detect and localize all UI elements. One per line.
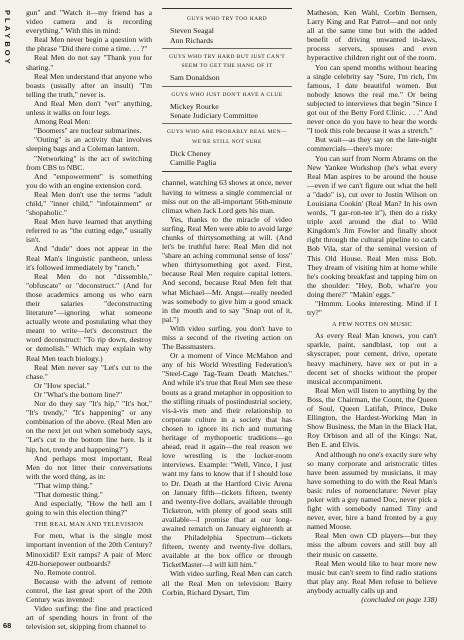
- box-category-heading: GUYS WHO JUST DON'T HAVE A CLUE: [171, 91, 283, 98]
- column-1-after-paragraphs: [26, 531, 152, 631]
- paragraph: Real Men would like to hear more new music but can't seem to find radio stations that play any. Real Men refuse to believe anybody actually calls up and: [307, 558, 437, 595]
- paragraph: But wait—as they say on the late-night commercials—there's more:: [307, 135, 437, 154]
- paragraph: Among Real Men:: [34, 117, 91, 127]
- paragraph: Real Men do not say "Thank you for sharing.": [26, 53, 152, 72]
- paragraph: channel, watching 63 shows at once, never having to witness a single commercial or miss out on the all-important 56th-minute climax when Jack Lord gets his man.: [162, 178, 292, 215]
- paragraph: "Hmmm. Looks interesting. Mind if I try?": [307, 299, 437, 318]
- paragraph: Or a moment of Vince McMahon and any of his World Wrestling Federation's "Steel-Cage Tag-Team Death Matches." And while it's true that Real Men see these bouts as a grand metaphor in opposition to the stifling rituals of postindustrial society, vis-à-vis men and their relationship to corporate culture in a society that has chosen to ignore its rich and nurturing heritage of mythopoetic traditions—go ahead, read it again—the real reason we love wrestling is the locker-room interviews. Example: "Well, Vince, I just want my fans to know that if I should lose to Dr. Death at the Hartford Civic Arena on January fifth—tickets fifteen, twenty and twenty-five dollars, available through Ticketron, with plenty of good seats still available—I promise that at our long-awaited rematch on January eighteenth at the Philadelphia Spectrum—tickets fifteen, twenty and twenty-five dollars, available at the box office or through TicketMaster—I will kill him.": [162, 351, 293, 570]
- paragraph: Because with the advent of remote control, the last great sport of the 20th Century was invented:: [26, 576, 152, 604]
- paragraph: Nor do they say "It's hip," "It's hot," "It's trendy," "It's happening" or any combination of the above. (Real Men are on the next jet out when somebody says, "Let's cut to the bottom line here. Is it hip, hot, trendy and happening?"): [26, 399, 152, 454]
- paragraph: And "dude" does not appear in the Real Man's linguistic pantheon, unless it's followed immediately by "ranch.": [26, 244, 152, 272]
- paragraph: Real Men never begin a question with the phrase "Did there come a time. . . ?": [26, 35, 152, 54]
- paragraph: No. Remote control.: [34, 567, 97, 577]
- paragraph: And although no one's exactly sure why so many corporate and aristocratic titles have been assumed by musicians, it may have something to do with the Real Man's basic rules of nomenclature: Never play poker with a guy named Doc, never pick a fight with somebody named Tiny and never, ever, hire a band fronted by a guy named Moose.: [307, 449, 437, 532]
- article-column-3: [307, 8, 437, 604]
- box-category-heading: GUYS WHO TRY TOO HARD: [186, 16, 268, 22]
- box-person-name: Steven Seagal: [170, 26, 214, 36]
- article-column-2: [162, 8, 292, 597]
- box-person-name: Mickey Rourke: [170, 101, 219, 111]
- paragraph: And Real Men don't "vet" anything, unless it walks on four legs.: [26, 98, 152, 118]
- paragraph: Real Men will listen to anything by the Boss, the Chairman, the Count, the Queen of Soul, Queen Latifah, Prince, Duke Ellington, the Hardest-Working Man in Show Business, the Man in the Black Hat, Roy Orbison and all of the Kings: Nat, Ben E. and Elvis.: [307, 385, 437, 450]
- paragraph: "Outing" is an activity that involves sleeping bags and a Coleman lantern.: [26, 135, 152, 154]
- paragraph: Real Men own CD players—but they miss the album covers and still buy all their music on cassette.: [307, 531, 437, 559]
- paragraph: "Boomers" are nuclear submarines.: [34, 126, 142, 136]
- box-divider: [162, 123, 292, 124]
- paragraph: "Networking" is the act of switching from CBS to NBC.: [26, 153, 152, 172]
- section-heading-television: THE REAL MAN AND TELEVISION: [34, 521, 144, 529]
- paragraph: As every Real Man knows, you can't sparkle, paint, sandblast, top out a skyscraper, pour cement, drive, operate heavy machinery, have sex or put in a decent set of shocks without the proper musical accompaniment.: [307, 331, 437, 386]
- box-category-heading: GUYS WHO TRY HARD BUT JUST CAN'T SEEM TO GET THE HANG OF IT: [168, 53, 286, 69]
- box-divider: [162, 86, 292, 87]
- paragraph: "That wimp thing.": [34, 480, 93, 490]
- paragraph: Or "What's the bottom line?": [34, 389, 123, 399]
- box-divider: [162, 48, 292, 49]
- paragraph: Real Men don't use the terms "adult child," "inner child," "infotainment" or "shopaholic.": [26, 189, 152, 218]
- paragraph: Real Men never say "Let's cut to the chase.": [26, 362, 152, 381]
- box-person-name: Camille Paglia: [170, 158, 217, 167]
- paragraph: With video surfing, Real Men can catch all the Real Men on television: Barry Corbin, Richard Dysart, Tim: [162, 569, 292, 597]
- paragraph: And especially, "How the hell am I going to win this election thing?": [26, 499, 152, 518]
- column-1-paragraphs: [26, 8, 152, 517]
- paragraph: Yes, thanks to the miracle of video surfing, Real Men were able to avoid large chunks of thirtysomething at will. (And let's be truthful here: Real Men did not "share an aching communal sense of loss" when thirtysomething got axed. First, because Real Men require capital letters. And second, because Real Men felt that what Michael—Mr. Angst—really needed was somebody to give him a good smack in the mouth and to say "Snap out of it, pal."): [162, 214, 292, 324]
- paragraph: Real Men have learned that anything referred to as "the cutting edge," usually isn't.: [26, 217, 152, 245]
- paragraph: "That domestic thing.": [34, 489, 103, 499]
- paragraph: And perhaps most important, Real Men do not litter their conversations with the word thing, as in:: [26, 453, 152, 481]
- paragraph: With video surfing, you don't have to miss a second of the riveting action on The Bassmasters.: [162, 323, 292, 352]
- box-person-name: Senate Judiciary Committee: [170, 111, 258, 120]
- paragraph: gun" and "Watch it—my friend has a video camera and is recording everything." With this in mind:: [26, 8, 152, 36]
- paragraph: Real Men do not "dissemble," "obfuscate" or "deconstruct." (And for those academics among us who earn their salaries "deconstructing literature"—ignoring what someone actually wrote and postulating what they meant to write—let's deconstruct the word deconstruct: "To rip down, destroy or demolish." Which may explain why Real Men teach biology.): [26, 271, 152, 363]
- paragraph: You can surf from Norm Abrams on the New Yankee Workshop (he's what every Real Man aspires to be around the house—even if we can't figure out what the hell a "dado" is), cut over to Justin Wilson on Louisiana Cookin' (Real Man? In his own words, "I gar-ron-tee it"), then do a risky triple axel around the dial to Wild Kingdom's Jim Fowler and finally shoot right through the cultural pipeline to catch Bob Vila, star of the seminal version of This Old House. Real Men miss Bob. They dream of visiting him at home while he's cooking breakfast and tapping him on the shoulder: "Hey, Bob, what're you doing there?" "Makin' eggs.": [307, 153, 437, 299]
- page-margin: [0, 0, 18, 640]
- box-category-heading: GUYS WHO ARE PROBABLY REAL MEN—WE'RE STILL NOT SURE: [166, 129, 288, 145]
- section-heading-music: A FEW NOTES ON MUSIC: [331, 321, 413, 329]
- paragraph: For men, what is the single most important invention of the 20th Century? Minoxidil? Exit ramps? A pair of Merc 420-horsepower outboards?: [26, 531, 152, 568]
- paragraph: You can spend months without hearing a single celebrity say "Sure, I'm rich, I'm famous, I date beautiful women. But nobody knows the real me." Or being subjected to interviews that begin "Since I got out of the Betty Ford Clinic. . . ." And never once do you have to hear the words "I took this role because it was a stretch.": [307, 62, 437, 136]
- paragraph: And "empowerment" is something you do with an engine extension cord.: [26, 171, 152, 190]
- page-number: 68: [3, 621, 12, 630]
- box-person-name: Ann Richards: [170, 35, 214, 45]
- paragraph: Video surfing: the fine and practiced art of spending hours in front of the television set, skipping from channel to: [26, 604, 152, 632]
- magazine-name: PLAYBOY: [3, 10, 12, 67]
- continued-notice: (concluded on page 138): [361, 595, 437, 604]
- sidebar-guys-box: [162, 8, 292, 172]
- paragraph: Or "How special.": [34, 380, 90, 390]
- paragraph: Real Men understand that anyone who boasts (usually after an insult) "I'm telling the truth," never is.: [26, 71, 152, 99]
- paragraph: Matheson, Ken Wahl, Corbin Bernsen, Larry King and Rat Patrol—and not only all at the same time but with the added benefit of driving unwanted in-laws, process servers, spouses and even hyperactive children right out of the room.: [307, 8, 437, 63]
- column-3-after-paragraphs: [307, 331, 437, 595]
- column-2-paragraphs: [162, 178, 292, 596]
- article-column-1: [26, 8, 152, 631]
- box-person-name: Sam Donaldson: [170, 73, 220, 83]
- box-person-name: Dick Cheney: [170, 148, 211, 158]
- column-3-paragraphs: [307, 8, 437, 317]
